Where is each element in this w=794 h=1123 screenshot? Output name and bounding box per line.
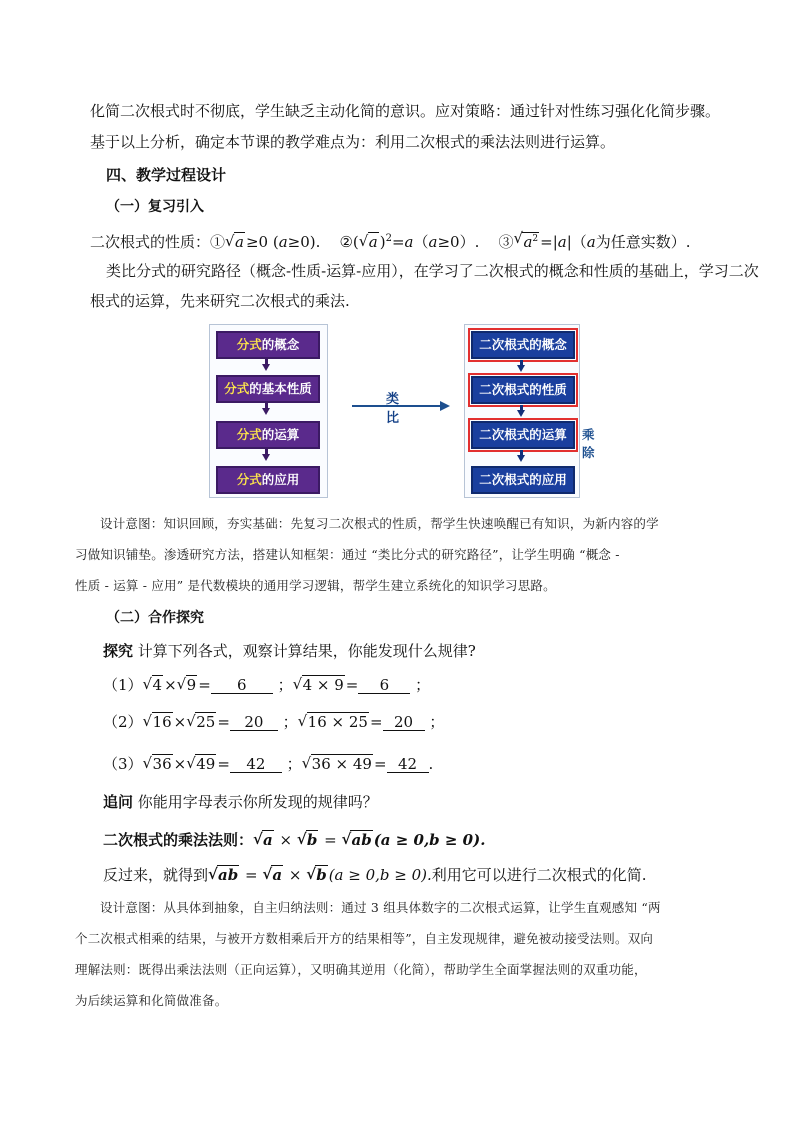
paragraph-analogy-1: 类比分式的研究路径（概念-性质-运算-应用），在学习了二次根式的概念和性质的基础上，学习二次 (106, 262, 759, 280)
paragraph-difficulty: 基于以上分析，确定本节课的教学难点为：利用二次根式的乘法法则进行运算。 (90, 133, 616, 151)
exercise-3: （3）√ 36 ×√ 49 = 42 ；√ 36 × 49 = 42 . (103, 754, 433, 774)
prop3-eq: =| (540, 233, 558, 251)
answer-blank: 42 (387, 756, 429, 773)
radical-concept-box: 二次根式的概念 (471, 331, 575, 359)
rule-condition: (a ≥ 0,b ≥ 0). (373, 831, 486, 849)
down-arrow-icon (262, 364, 270, 371)
down-arrow-icon (517, 455, 525, 462)
properties-lead: 二次根式的性质：① (90, 233, 226, 251)
prop3-cond: |（ (566, 233, 587, 251)
answer-blank: 42 (230, 756, 282, 773)
followup-question (103, 792, 378, 812)
design-intent-2-line-2: 个二次根式相乘的结果，与被开方数相乘后开方的结果相等”，自主发现规律，避免被动接受法则。双向 (75, 931, 654, 946)
analogy-label: 类比 (386, 392, 400, 426)
multiplication-rule: 二次根式的乘法法则：√ a × √ b = √ ab (a ≥ 0,b ≥ 0). (103, 830, 485, 850)
reverse-lead: 反过来，就得到 (103, 866, 209, 884)
down-arrow-icon (517, 410, 525, 417)
answer-blank: 6 (358, 677, 410, 694)
fraction-concept-box: 分式的概念 (216, 331, 320, 359)
sqrt-a: √ a (225, 232, 245, 252)
explore-label: 探究 (103, 642, 134, 660)
sqrt-a-2: √ a (359, 232, 379, 252)
explore-text: 计算下列各式，观察计算结果，你能发现什么规律? (133, 642, 476, 660)
radical-operation-box: 二次根式的运算 (471, 421, 575, 449)
down-arrow-icon (262, 454, 270, 461)
subsection-review: （一）复习引入 (106, 199, 204, 215)
exercise-1: （1）√ 4 ×√ 9 = 6 ；√ 4 × 9 = 6 ； (103, 675, 430, 695)
reverse-tail: 利用它可以进行二次根式的化简. (431, 866, 647, 884)
explore-prompt (103, 641, 476, 661)
design-intent-1-line-1: 设计意图：知识回顾，夯实基础：先复习二次根式的性质，帮学生快速唤醒已有知识，为新内容的学 (100, 516, 659, 531)
radical-property-box: 二次根式的性质 (471, 376, 575, 404)
prop1-var: a (278, 233, 288, 251)
design-intent-1-line-3: 性质 - 运算 - 应用” 是代数模块的通用学习逻辑，帮学生建立系统化的知识学习思路。 (75, 578, 556, 593)
properties-line: 二次根式的性质：①√ a ≥0 (a≥0). ②(√ a )$^2$=a（a≥0）. ③√ $a^2 =|a|(a$为任意实数）. (90, 229, 691, 252)
prop2-cond2: ≥0）. (437, 233, 480, 251)
down-arrow-icon (262, 408, 270, 415)
right-arrow-icon (352, 400, 452, 412)
design-intent-1-line-2: 习做知识铺垫。渗透研究方法，搭建认知框架：通过 “类比分式的研究路径”，让学生明确 “概念 - (75, 547, 620, 562)
followup-label: 追问 (103, 793, 134, 811)
prop2-cond: （ (413, 233, 429, 251)
subsection-explore: （二）合作探究 (106, 610, 204, 626)
prop2-eq: = (391, 233, 405, 251)
reverse-rule: 反过来，就得到√ ab = √ a × √ b (a ≥ 0,b ≥ 0).利用它可以进行二次根式的化简. (103, 865, 647, 885)
exercise-2: （2）√ 16 ×√ 25 = 20 ；√ 16 × 25 = 20 ； (103, 712, 444, 732)
radical-application-box: 二次根式的应用 (471, 466, 575, 494)
fraction-property-box: 分式的基本性质 (216, 375, 320, 403)
answer-blank: 6 (211, 677, 273, 694)
reverse-condition: (a ≥ 0,b ≥ 0). (328, 866, 432, 884)
paragraph-simplify: 化简二次根式时不彻底，学生缺乏主动化简的意识。应对策略：通过针对性练习强化化简步骤。 (90, 102, 721, 120)
followup-text: 你能用字母表示你所发现的规律吗？ (133, 793, 378, 811)
multiply-divide-label: 乘除 (582, 427, 595, 460)
prop2-lead: ②( (339, 233, 359, 251)
answer-blank: 20 (383, 714, 425, 731)
design-intent-2-line-1: 设计意图：从具体到抽象，自主归纳法则：通过 3 组具体数字的二次根式运算，让学生直观感知 “两 (100, 900, 661, 915)
prop1-cond: ≥0). (287, 233, 321, 251)
down-arrow-icon (517, 365, 525, 372)
sqrt-a-squared: √ $a^2$ (513, 229, 539, 252)
prop3-cond2: 为任意实数）. (595, 233, 691, 251)
paragraph-analogy-2: 根式的运算，先来研究二次根式的乘法. (90, 292, 350, 310)
prop1-tail: ≥0 ( (245, 233, 279, 251)
fraction-application-box: 分式的应用 (216, 466, 320, 494)
rule-label: 二次根式的乘法法则： (103, 831, 254, 849)
fraction-operation-box: 分式的运算 (216, 421, 320, 449)
section-heading: 四、教学过程设计 (106, 166, 227, 184)
answer-blank: 20 (230, 714, 278, 731)
design-intent-2-line-4: 为后续运算和化简做准备。 (75, 993, 228, 1008)
prop3-lead: ③ (498, 233, 514, 251)
design-intent-2-line-3: 理解法则：既得出乘法法则（正向运算），又明确其逆用（化简），帮助学生全面掌握法则的双重功能， (75, 962, 647, 977)
